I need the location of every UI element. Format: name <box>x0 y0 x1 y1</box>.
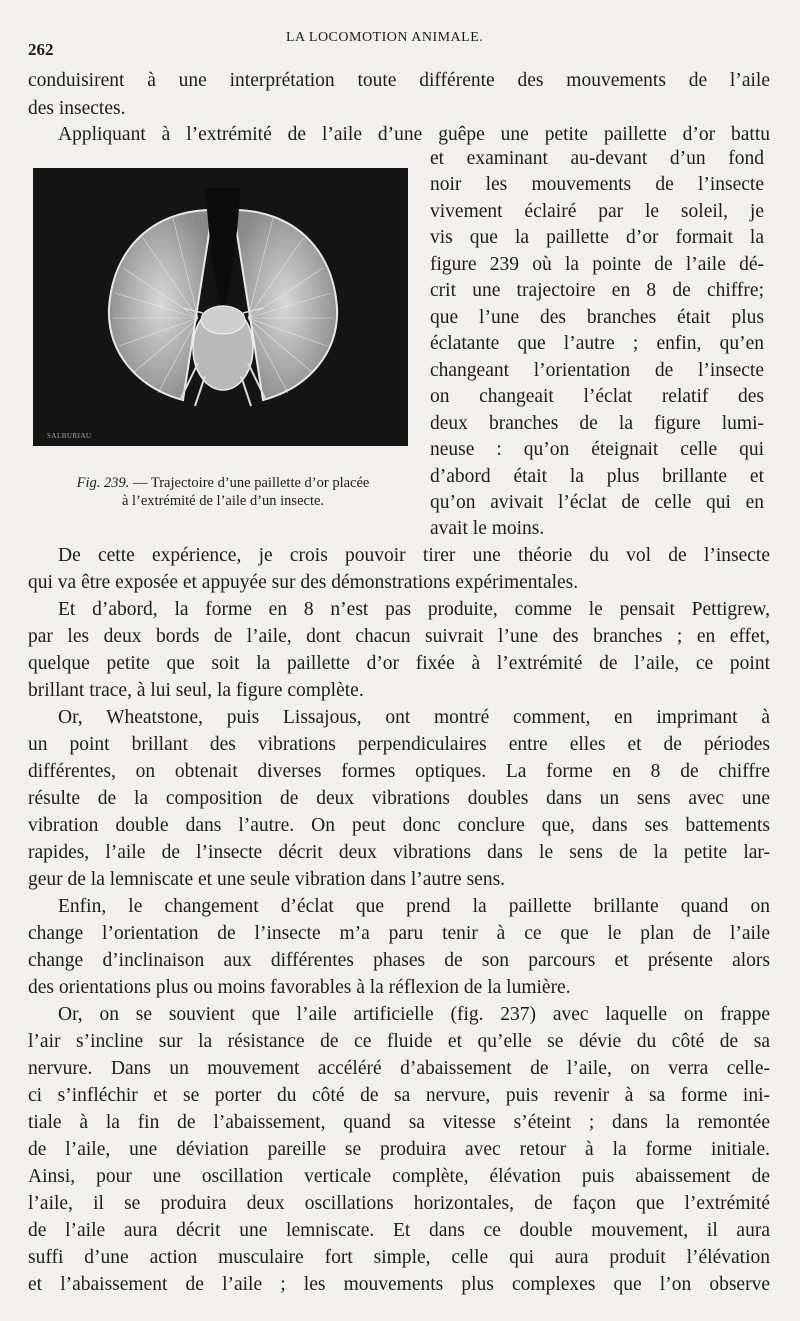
text-line: rapides, l’aile de l’insecte décrit deux vibrations dans le sens de la petite lar- <box>28 842 770 863</box>
page-header <box>28 30 768 59</box>
text-line: suffi d’une action musculaire fort simple, celle qui aura produit l’élévation <box>28 1247 770 1268</box>
text-line: vis que la paillette d’or formait la <box>430 227 764 248</box>
text-line: et l’abaissement de l’aile ; les mouvements plus complexes que l’on observe <box>28 1274 770 1295</box>
text-line: de l’aile aura décrit une lemniscate. Et dans ce double mouvement, il aura <box>28 1220 770 1241</box>
caption-line-2: à l’extrémité de l’aile d’un insecte. <box>121 493 325 509</box>
figure-label: Fig. 239. <box>76 475 130 491</box>
text-line: nervure. Dans un mouvement accéléré d’abaissement de l’aile, on verra celle- <box>28 1058 770 1079</box>
text-line: conduisirent à une interprétation toute différente des mouvements de l’aile <box>28 70 770 91</box>
text-line: neuse : qu’on éteignait celle qui <box>430 439 764 460</box>
text-line: De cette expérience, je crois pouvoir tirer une théorie du vol de l’insecte <box>58 545 770 566</box>
figure-caption <box>28 474 418 510</box>
text-line: brillant trace, à lui seul, la figure complète. <box>28 680 364 701</box>
text-line: quelque petite que soit la paillette d’or fixée à l’extrémité de l’aile, ce point <box>28 653 770 674</box>
text-line: et examinant au-devant d’un fond <box>430 148 764 169</box>
text-line: deux branches de la figure lumi- <box>430 413 764 434</box>
text-line: éclatante que l’autre ; enfin, qu’en <box>430 333 764 354</box>
engraver-signature: SALBURIAU <box>47 432 92 440</box>
text-line: crit une trajectoire en 8 de chiffre; <box>430 280 764 301</box>
caption-text-1: — Trajectoire d’une paillette d’or placée <box>133 475 370 491</box>
text-line: on changeait l’éclat relatif des <box>430 386 764 407</box>
text-line: Ainsi, pour une oscillation verticale complète, élévation puis abaissement de <box>28 1166 770 1187</box>
text-line: résulte de la composition de deux vibrations doubles dans un sens avec une <box>28 788 770 809</box>
text-line: vivement éclairé par le soleil, je <box>430 201 764 222</box>
figure-239-image <box>33 168 408 446</box>
text-line: qu’on avivait l’éclat de celle qui en <box>430 492 764 513</box>
text-line: noir les mouvements de l’insecte <box>430 174 764 195</box>
text-line: tiale à la fin de l’abaissement, quand sa vitesse s’éteint ; dans la remontée <box>28 1112 770 1133</box>
text-line: des insectes. <box>28 98 126 119</box>
text-line: de l’aile, une déviation pareille se produira avec retour à la forme initiale. <box>28 1139 770 1160</box>
text-line: l’aile, il se produira deux oscillations horizontales, de façon que l’extrémité <box>28 1193 770 1214</box>
text-line: figure 239 où la pointe de l’aile dé- <box>430 254 764 275</box>
text-line: avait le moins. <box>430 518 545 539</box>
text-line: change d’inclinaison aux différentes phases de son parcours et présente alors <box>28 950 770 971</box>
text-line: des orientations plus ou moins favorables à la réflexion de la lumière. <box>28 977 571 998</box>
text-line: d’abord était la plus brillante et <box>430 466 764 487</box>
text-line: que l’une des branches était plus <box>430 307 764 328</box>
text-line: changeant l’orientation de l’insecte <box>430 360 764 381</box>
text-line: qui va être exposée et appuyée sur des démonstrations expérimentales. <box>28 572 579 593</box>
text-line: par les deux bords de l’aile, dont chacun suivrait l’une des branches ; en effet, <box>28 626 770 647</box>
text-line: Enfin, le changement d’éclat que prend la paillette brillante quand on <box>58 896 770 917</box>
caption-line-1 <box>28 474 418 492</box>
text-line: Appliquant à l’extrémité de l’aile d’une guêpe une petite paillette d’or battu <box>58 124 770 145</box>
page-number: 262 <box>28 40 54 59</box>
text-line: Or, Wheatstone, puis Lissajous, ont montré comment, en imprimant à <box>58 707 770 728</box>
running-title: LA LOCOMOTION ANIMALE. <box>286 30 484 45</box>
text-line: l’air s’incline sur la résistance de ce fluide et qu’elle se dévie du côté de sa <box>28 1031 770 1052</box>
text-line: Et d’abord, la forme en 8 n’est pas produite, comme le pensait Pettigrew, <box>58 599 770 620</box>
text-line: ci s’infléchir et se porter du côté de sa nervure, puis revenir à sa forme ini- <box>28 1085 770 1106</box>
text-line: vibration double dans l’autre. On peut donc conclure que, dans ses battements <box>28 815 770 836</box>
insect-wing-figure <box>33 168 408 446</box>
text-line: différentes, on obtenait diverses formes optiques. La forme en 8 de chiffre <box>28 761 770 782</box>
text-line: un point brillant des vibrations perpendiculaires entre elles et de périodes <box>28 734 770 755</box>
text-line: Or, on se souvient que l’aile artificielle (fig. 237) avec laquelle on frappe <box>58 1004 770 1025</box>
text-line: change l’orientation de l’insecte m’a paru tenir à ce que le plan de l’aile <box>28 923 770 944</box>
text-line: geur de la lemniscate et une seule vibration dans l’autre sens. <box>28 869 506 890</box>
